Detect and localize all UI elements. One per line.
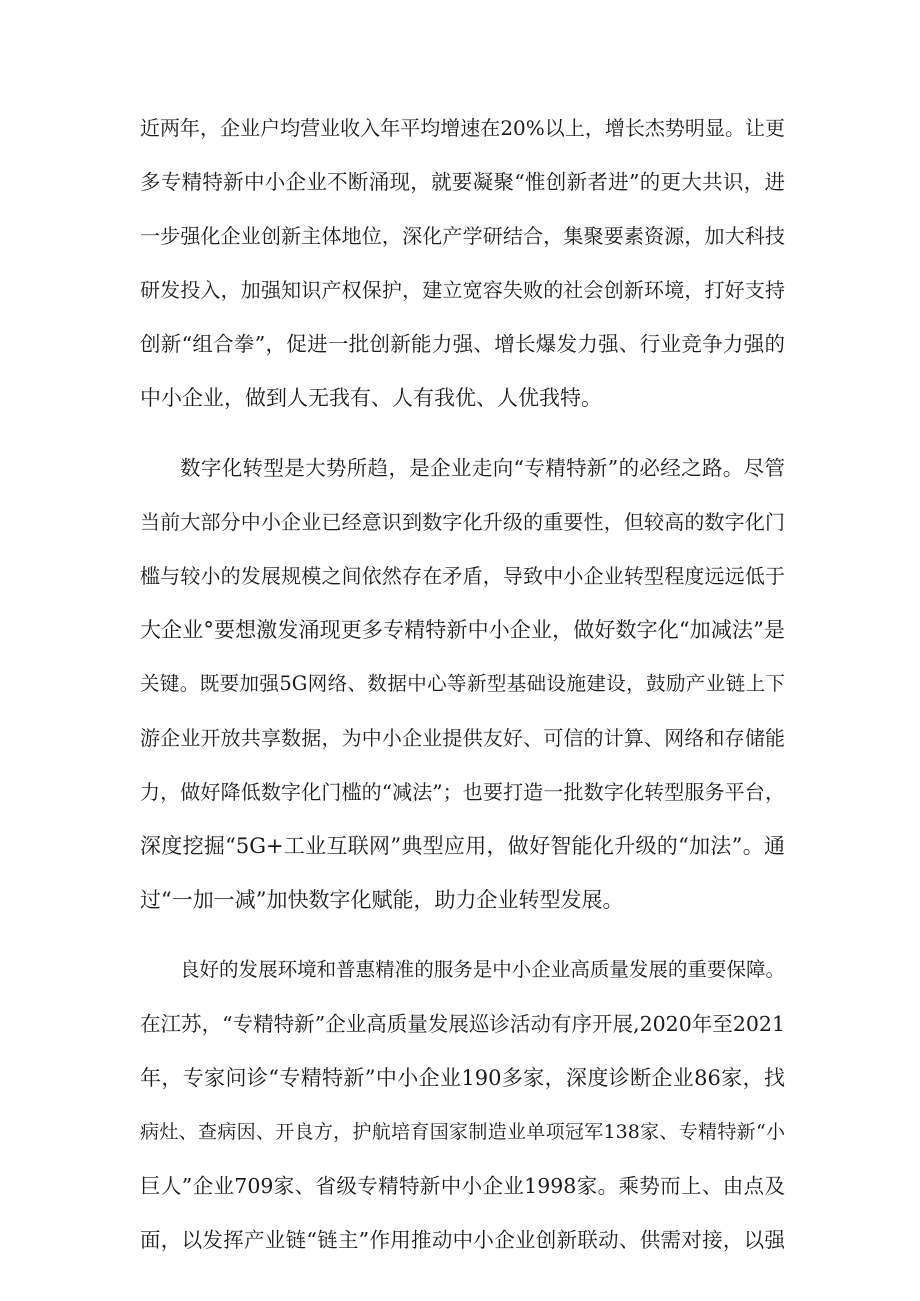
text-line: 良好的发展环境和普惠精准的服务是中小企业高质量发展的重要保障。 (180, 958, 785, 981)
text-line: 近两年，企业户均营业收入年平均增速在20%以上，增长杰势明显。让更 (140, 116, 785, 140)
text-line: 数字化转型是大势所趋，是企业走向“专精特新”的必经之路。尽管 (180, 456, 785, 480)
text-line: 槛与较小的发展规模之间依然存在矛盾，导致中小企业转型程度远远低于 (140, 564, 785, 588)
text-line: 面，以发挥产业链“链主”作用推动中小企业创新联动、供需对接，以强 (140, 1228, 785, 1252)
text-line: 大企业°要想激发涌现更多专精特新中小企业，做好数字化“加减法”是 (140, 618, 785, 642)
text-line: 创新“组合拳”，促进一批创新能力强、增长爆发力强、行业竞争力强的 (140, 332, 785, 356)
text-line: 过“一加一减”加快数字化赋能，助力企业转型发展。 (140, 888, 624, 912)
text-line: 病灶、查病因、开良方，护航培育国家制造业单项冠军138家、专精特新“小 (140, 1121, 785, 1143)
text-line: 一步强化企业创新主体地位，深化产学研结合，集聚要素资源，加大科技 (140, 224, 785, 248)
text-line: 力，做好降低数字化门槛的“减法”；也要打造一批数字化转型服务平台， (140, 780, 785, 804)
text-line: 巨人”企业709家、省级专精特新中小企业1998家。乘势而上、由点及 (140, 1174, 785, 1198)
text-line: 深度挖掘“5G+工业互联网”典型应用，做好智能化升级的“加法”。通 (140, 834, 785, 858)
text-line: 研发投入，加强知识产权保护，建立宽容失败的社会创新环境，打好支持 (140, 278, 785, 302)
text-line: 中小企业，做到人无我有、人有我优、人优我特。 (140, 386, 602, 410)
text-line: 游企业开放共享数据，为中小企业提供友好、可信的计算、网络和存储能 (140, 726, 785, 750)
text-line: 当前大部分中小企业已经意识到数字化升级的重要性，但较高的数字化门 (140, 510, 785, 534)
text-line: 年，专家问诊“专精特新”中小企业190多家，深度诊断企业86家，找 (140, 1066, 785, 1090)
text-line: 多专精特新中小企业不断涌现，就要凝聚“惟创新者进”的更大共识，进 (140, 170, 785, 194)
text-line: 在江苏，“专精特新”企业高质量发展巡诊活动有序开展,2020年至2021 (140, 1012, 785, 1036)
text-line: 关键。既要加强5G网络、数据中心等新型基础设施建设，鼓励产业链上下 (140, 672, 785, 695)
